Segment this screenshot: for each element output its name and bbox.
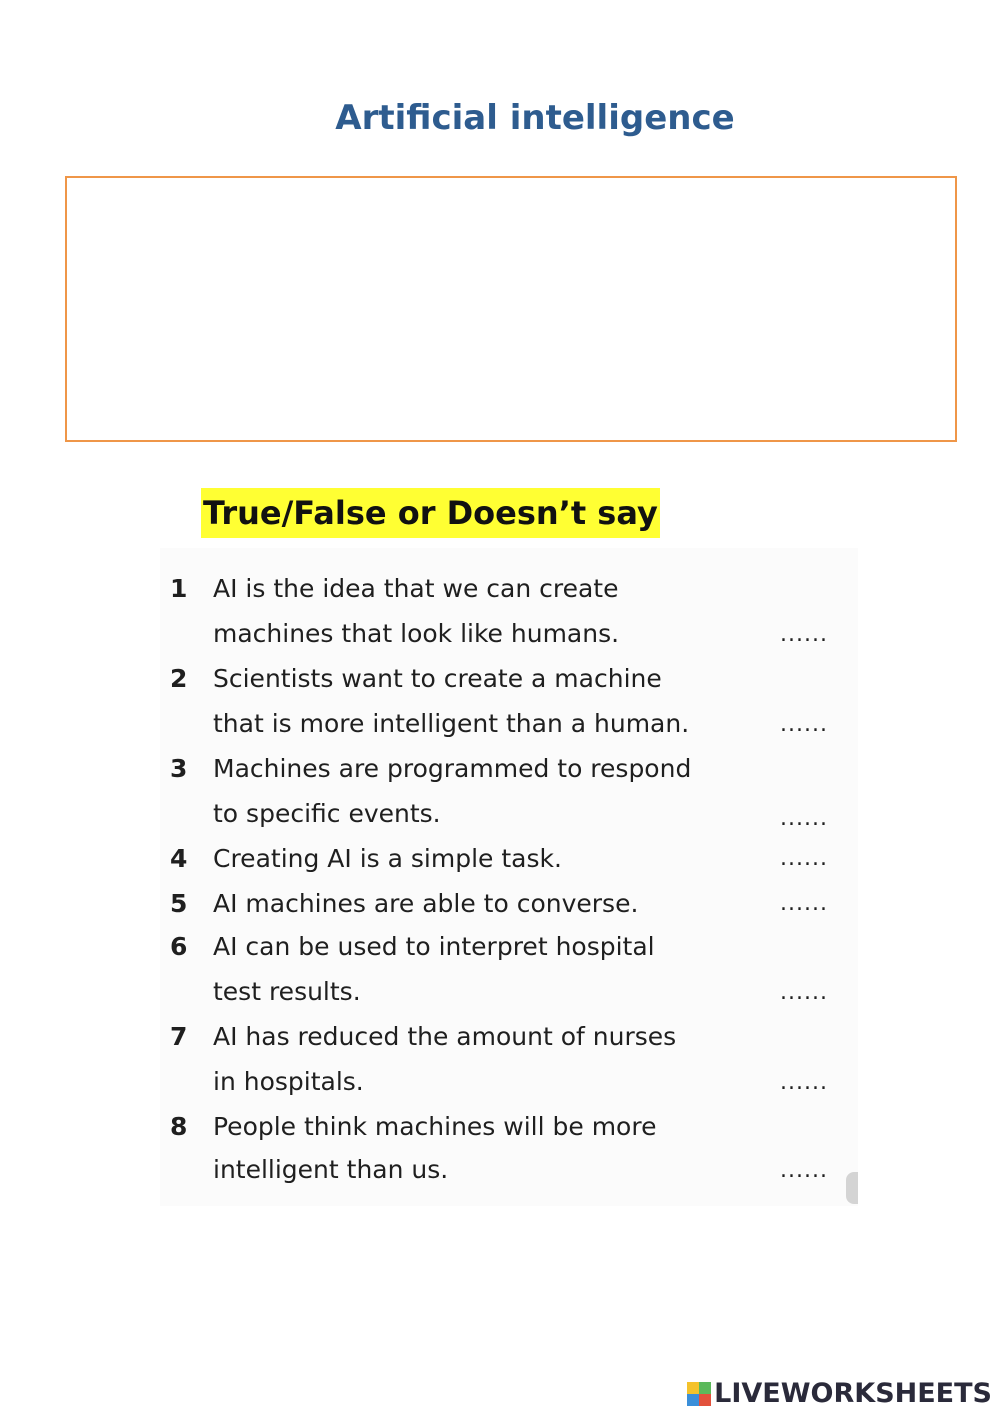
question-text-line: intelligent than us.: [213, 1155, 449, 1184]
worksheet-title: Artificial intelligence: [335, 98, 735, 138]
question-text-line: that is more intelligent than a human.: [213, 709, 690, 738]
answer-blank[interactable]: ......: [780, 891, 828, 916]
question-text-line: People think machines will be more: [213, 1112, 657, 1141]
question-text-line: AI machines are able to converse.: [213, 889, 639, 918]
question-text-line: AI has reduced the amount of nurses: [213, 1022, 677, 1051]
liveworksheets-logo-icon: [687, 1382, 711, 1406]
answer-blank[interactable]: ......: [780, 1070, 828, 1095]
question-text-line: Creating AI is a simple task.: [213, 844, 562, 873]
scan-edge-mark: [846, 1172, 858, 1204]
question-number: 1: [170, 574, 188, 603]
brand-text: LIVEWORKSHEETS: [714, 1378, 992, 1409]
answer-blank[interactable]: ......: [780, 622, 828, 647]
question-text-line: test results.: [213, 977, 361, 1006]
question-number: 2: [170, 664, 188, 693]
question-text-line: in hospitals.: [213, 1067, 364, 1096]
answer-blank[interactable]: ......: [780, 846, 828, 871]
question-number: 8: [170, 1112, 188, 1141]
answer-blank[interactable]: ......: [780, 1158, 828, 1183]
brand-logo: [687, 1378, 992, 1409]
question-text-line: Machines are programmed to respond: [213, 754, 692, 783]
question-text-line: machines that look like humans.: [213, 619, 620, 648]
question-number: 6: [170, 932, 188, 961]
answer-blank[interactable]: ......: [780, 712, 828, 737]
answer-blank[interactable]: ......: [780, 980, 828, 1005]
question-text-line: AI is the idea that we can create: [213, 574, 619, 603]
question-list: [160, 548, 858, 1206]
question-text-line: Scientists want to create a machine: [213, 664, 662, 693]
question-number: 7: [170, 1022, 188, 1051]
section-heading: True/False or Doesn’t say: [201, 488, 660, 538]
question-text-line: to specific events.: [213, 799, 441, 828]
question-number: 3: [170, 754, 188, 783]
answer-box[interactable]: [65, 176, 957, 442]
question-number: 5: [170, 889, 188, 918]
question-text-line: AI can be used to interpret hospital: [213, 932, 655, 961]
answer-blank[interactable]: ......: [780, 806, 828, 831]
question-number: 4: [170, 844, 188, 873]
